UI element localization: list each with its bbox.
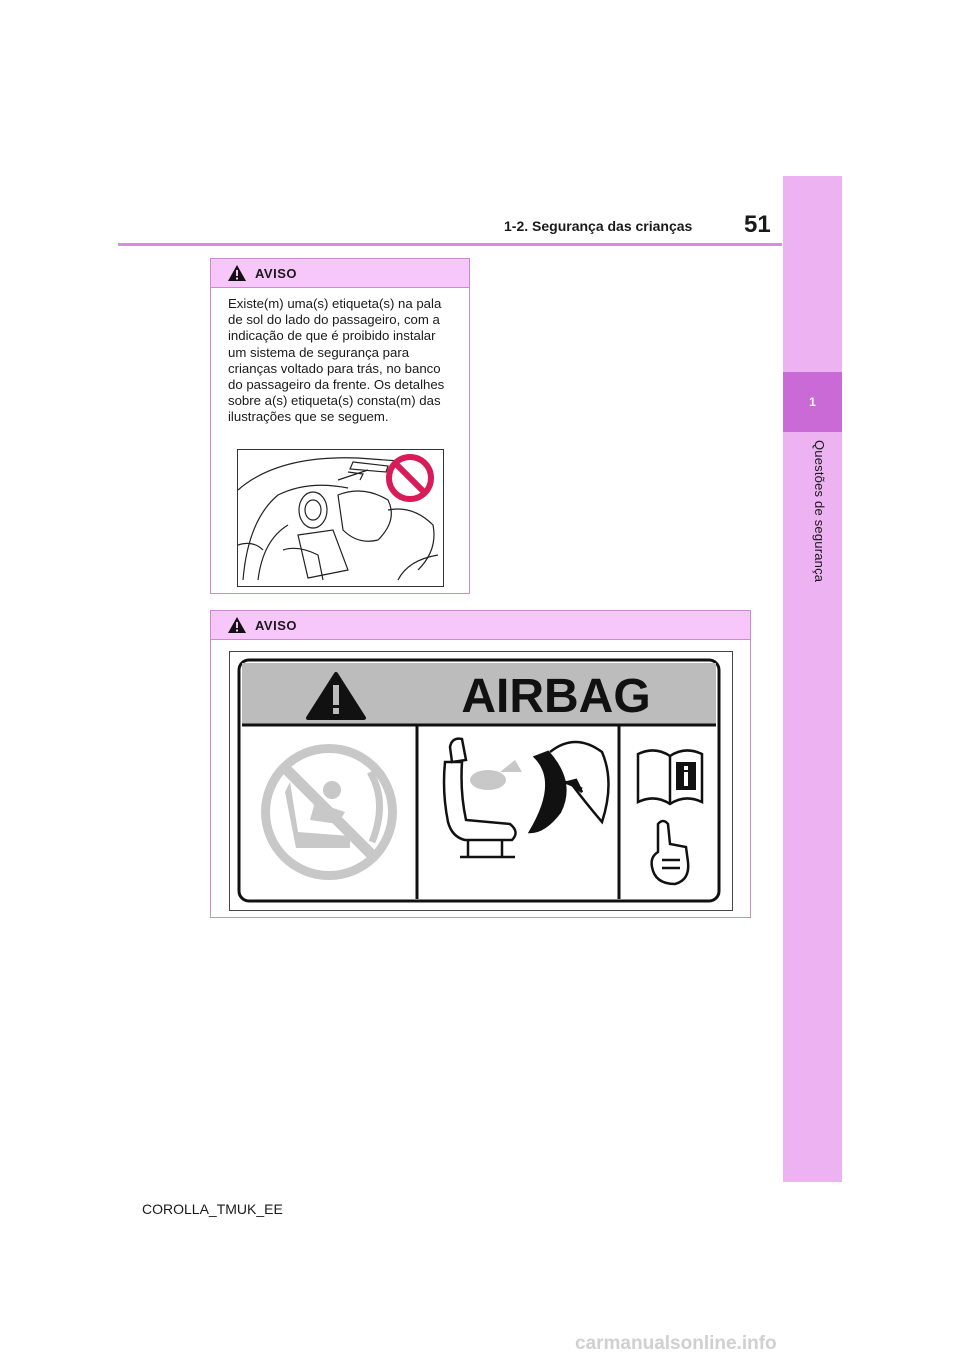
airbag-label-heading: AIRBAG bbox=[461, 670, 651, 723]
warning-triangle-icon bbox=[227, 616, 247, 634]
car-interior-illustration bbox=[237, 449, 444, 587]
warning-text: Existe(m) uma(s) etiqueta(s) na pala de sol do lado do passageiro, com a indicação de que é proibido instalar um sistema de segurança para crianças voltado para trás, no banco do passageiro da frente. Os detalhes sobre a(s) etiqueta(s) consta(m) das ilustrações que se seguem. bbox=[228, 296, 445, 425]
watermark: carmanualsonline.info bbox=[575, 1333, 777, 1354]
section-title: 1-2. Segurança das crianças bbox=[504, 218, 693, 234]
document-code: COROLLA_TMUK_EE bbox=[142, 1201, 283, 1217]
chapter-title: Questões de segurança bbox=[812, 440, 827, 583]
header-rule bbox=[118, 243, 782, 246]
chapter-side-tab bbox=[783, 176, 842, 1182]
warning-triangle-icon bbox=[227, 264, 247, 282]
warning-title: AVISO bbox=[255, 617, 297, 633]
warning-header bbox=[211, 259, 469, 288]
warning-box-2 bbox=[210, 610, 751, 918]
warning-box-1 bbox=[210, 258, 470, 594]
chapter-number: 1 bbox=[783, 372, 842, 432]
no-child-seat-icon bbox=[261, 744, 397, 880]
page-number: 51 bbox=[744, 211, 771, 238]
airbag-label-illustration bbox=[229, 651, 733, 911]
warning-title: AVISO bbox=[255, 265, 297, 281]
warning-header bbox=[211, 611, 750, 640]
